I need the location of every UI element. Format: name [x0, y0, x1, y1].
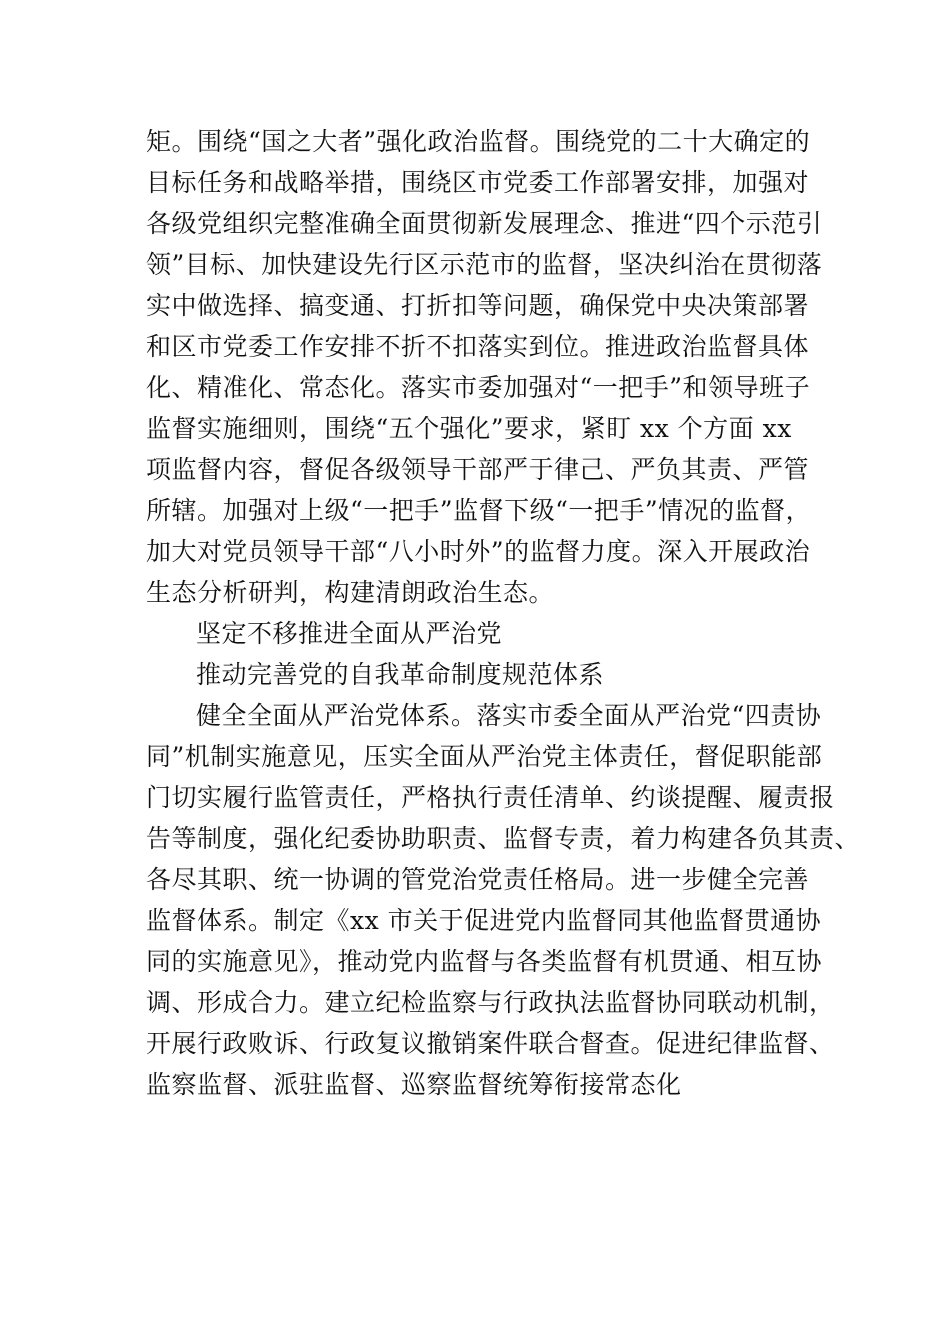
text-line: 监督实施细则，围绕“五个强化”要求，紧盯 xx 个方面 xx	[146, 414, 792, 443]
text-line: 调、形成合力。建立纪检监察与行政执法监督协同联动机制，	[146, 988, 835, 1017]
text-line: 化、精准化、常态化。落实市委加强对“一把手”和领导班子	[146, 373, 811, 402]
text-line: 和区市党委工作安排不折不扣落实到位。推进政治监督具体	[146, 332, 810, 361]
text-line: 各级党组织完整准确全面贯彻新发展理念、推进“四个示范引	[146, 209, 823, 238]
text-line: 所辖。加强对上级“一把手”监督下级“一把手”情况的监督，	[146, 496, 812, 525]
text-line: 生态分析研判，构建清朗政治生态。	[146, 578, 555, 607]
text-line: 同的实施意见》，推动党内监督与各类监督有机贯通、相互协	[146, 947, 823, 976]
text-line: 领”目标、加快建设先行区示范市的监督，坚决纠治在贯彻落	[146, 250, 823, 279]
text-line: 项监督内容，督促各级领导干部严于律己、严负其责、严管	[146, 455, 810, 484]
text-line: 目标任务和战略举措，围绕区市党委工作部署安排，加强对	[146, 168, 810, 197]
text-line: 矩。围绕“国之大者”强化政治监督。围绕党的二十大确定的	[146, 127, 811, 156]
subsection-heading: 推动完善党的自我革命制度规范体系	[196, 660, 605, 689]
text-line: 监察监督、派驻监督、巡察监督统筹衔接常态化	[146, 1070, 682, 1099]
text-line: 各尽其职、统一协调的管党治党责任格局。进一步健全完善	[146, 865, 810, 894]
text-line: 实中做选择、搞变通、打折扣等问题，确保党中央决策部署	[146, 291, 810, 320]
text-line: 健全全面从严治党体系。落实市委全面从严治党“四责协	[196, 701, 822, 730]
text-line: 同”机制实施意见，压实全面从严治党主体责任，督促职能部	[146, 742, 823, 771]
text-line: 监督体系。制定《xx 市关于促进党内监督同其他监督贯通协	[146, 906, 822, 935]
text-line: 告等制度，强化纪委协助职责、监督专责，着力构建各负其责、	[146, 824, 861, 853]
text-line: 门切实履行监管责任，严格执行责任清单、约谈提醒、履责报	[146, 783, 835, 812]
text-line: 加大对党员领导干部“八小时外”的监督力度。深入开展政治	[146, 537, 811, 566]
section-heading: 坚定不移推进全面从严治党	[196, 619, 503, 648]
text-line: 开展行政败诉、行政复议撤销案件联合督查。促进纪律监督、	[146, 1029, 835, 1058]
